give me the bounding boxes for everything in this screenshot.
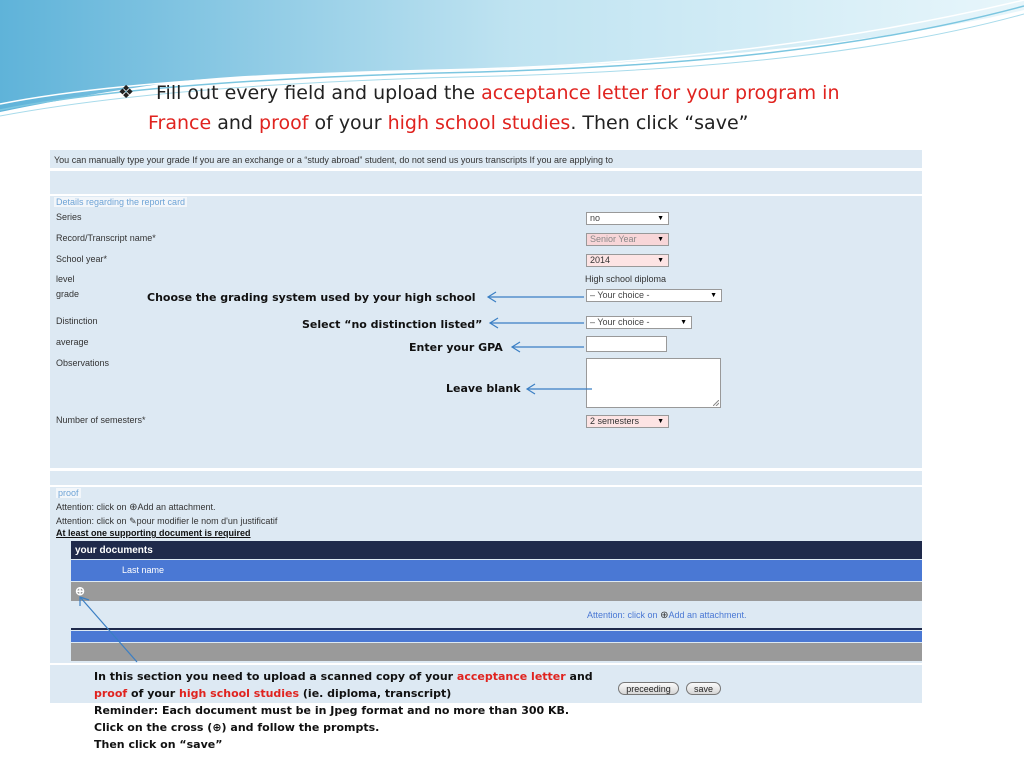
annotation-leave-blank: Leave blank [446,382,521,395]
series-label: Series [56,212,82,222]
pencil-icon: ✎ [129,516,137,526]
level-value: High school diploma [585,274,667,284]
attention-add-attachment-2: Attention: click on ⊕Add an attachment. [587,610,747,621]
dropdown-arrow-icon: ▼ [680,319,687,326]
last-name-column: Last name [122,565,165,575]
instructions-line-5: Then click on “save” [94,738,223,751]
dropdown-arrow-icon: ▼ [657,236,664,243]
title-line-1: Fill out every field and upload the acceptance letter for your program in [156,82,840,104]
school-year-label: School year* [56,254,108,264]
grade-select[interactable]: – Your choice - ▼ [586,289,722,302]
save-button[interactable]: save [686,682,721,695]
level-label: level [56,274,75,284]
add-attachment-plus-icon[interactable]: ⊕ [75,584,86,598]
record-select[interactable]: Senior Year ▼ [586,233,669,246]
preceeding-button[interactable]: preceeding [618,682,679,695]
grade-label: grade [56,289,80,299]
series-select[interactable]: no ▼ [586,212,669,225]
dropdown-arrow-icon: ▼ [710,292,717,299]
bullet-icon: ❖ [118,82,135,103]
annotation-grading: Choose the grading system used by your high school [147,291,476,304]
instructions-line-4: Click on the cross (⊕) and follow the prompts. [94,721,380,734]
school-year-select[interactable]: 2014 ▼ [586,254,669,267]
annotation-gpa: Enter your GPA [409,341,503,354]
semesters-label: Number of semesters* [56,415,146,425]
plus-circle-icon: ⊕ [129,502,138,513]
distinction-select[interactable]: – Your choice - ▼ [586,316,692,329]
manual-grade-notice: You can manually type your grade If you are an exchange or a “study abroad” student, do not send us yours transcripts If you are applying to [54,155,614,165]
average-label: average [56,337,89,347]
arrow-upload [80,597,137,662]
attention-add-attachment: Attention: click on ⊕Add an attachment. [56,502,216,513]
title-line-2: France and proof of your high school studies. Then click “save” [148,112,749,134]
instructions-line-2: proof of your high school studies (ie. diploma, transcript) [94,687,452,700]
documents-header-label: your documents [75,545,153,556]
instructions-line-3: Reminder: Each document must be in Jpeg format and no more than 300 KB. [94,704,570,717]
semesters-select[interactable]: 2 semesters ▼ [586,415,669,428]
distinction-label: Distinction [56,316,98,326]
annotation-distinction: Select “no distinction listed” [302,318,483,331]
record-label: Record/Transcript name* [56,233,156,243]
dropdown-arrow-icon: ▼ [657,418,664,425]
proof-section-title: proof [58,488,79,498]
observations-label: Observations [56,358,110,368]
required-document-notice: At least one supporting document is required [56,528,251,538]
dropdown-arrow-icon: ▼ [657,215,664,222]
instructions-line-1: In this section you need to upload a scanned copy of your acceptance letter and [94,670,593,683]
attention-rename: Attention: click on ✎pour modifier le nom d'un justificatif [56,516,278,526]
dropdown-arrow-icon: ▼ [657,257,664,264]
plus-circle-icon[interactable]: ⊕ [660,610,669,621]
report-card-section-title: Details regarding the report card [56,197,186,207]
